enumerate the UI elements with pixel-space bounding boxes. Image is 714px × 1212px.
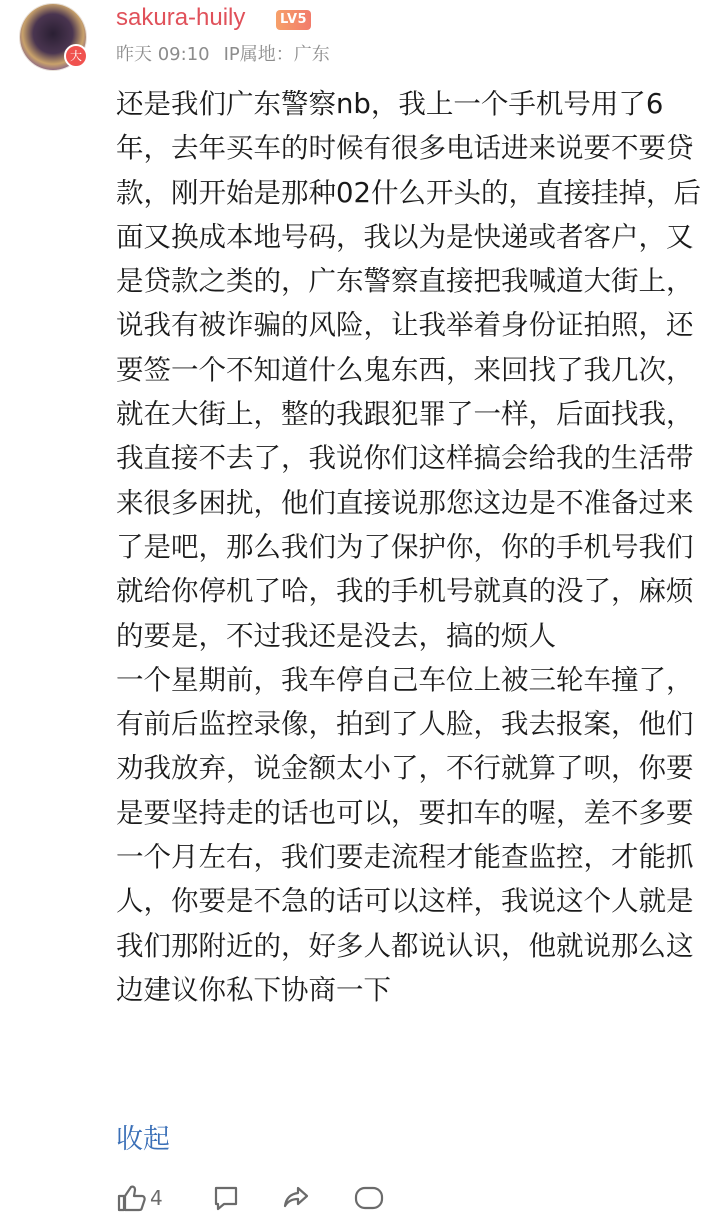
ip-location: IP属地：广东: [223, 44, 330, 65]
post-paragraph-2: 一个星期前，我车停自己车位上被三轮车撞了，有前后监控录像，拍到了人脸，我去报案，他们劝我放弃，说金额太小了，不行就算了呗，你要是要坚持走的话也可以，要扣车的喔，差不多要一个月左右，我们要走流程才能查监控，才能抓人，你要是不急的话可以这样，我说这个人就是我们那附近的，好多人都说认识，他就说那么这边建议你私下协商一下: [116, 663, 694, 1006]
comment-icon: [212, 1184, 240, 1212]
share-button[interactable]: [282, 1184, 310, 1212]
comment-button[interactable]: [212, 1184, 240, 1212]
post-content: [116, 82, 702, 1012]
action-bar: [0, 1176, 714, 1210]
share-icon: [282, 1184, 310, 1212]
like-button[interactable]: [116, 1184, 163, 1212]
post-meta: [116, 42, 344, 68]
level-badge: LV5: [276, 10, 311, 30]
avatar-badge: 大: [64, 44, 88, 68]
post-paragraph-1: 还是我们广东警察nb，我上一个手机号用了6年，去年买车的时候有很多电话进来说要不要贷款，刚开始是那种02什么开头的，直接挂掉，后面又换成本地号码，我以为是快递或者客户，又是贷款之类的，广东警察直接把我喊道大街上，说我有被诈骗的风险，让我举着身份证拍照，还要签一个不知道什么鬼东西，来回找了我几次，就在大街上，整的我跟犯罪了一样，后面找我，我直接不去了，我说你们这样搞会给我的生活带来很多困扰，他们直接说那您这边是不准备过来了是吧，那么我们为了保护你，你的手机号我们就给你停机了哈，我的手机号就真的没了，麻烦的要是，不过我还是没去，搞的烦人: [116, 88, 701, 652]
collapse-link[interactable]: 收起: [116, 1124, 170, 1155]
more-icon: [354, 1184, 384, 1212]
like-count: 4: [150, 1186, 163, 1210]
thumbs-up-icon: [116, 1184, 146, 1212]
post-time: 昨天 09:10: [116, 44, 210, 65]
username-link[interactable]: sakura-huily: [116, 4, 246, 31]
more-button[interactable]: [354, 1184, 384, 1212]
post-header: [0, 0, 714, 80]
